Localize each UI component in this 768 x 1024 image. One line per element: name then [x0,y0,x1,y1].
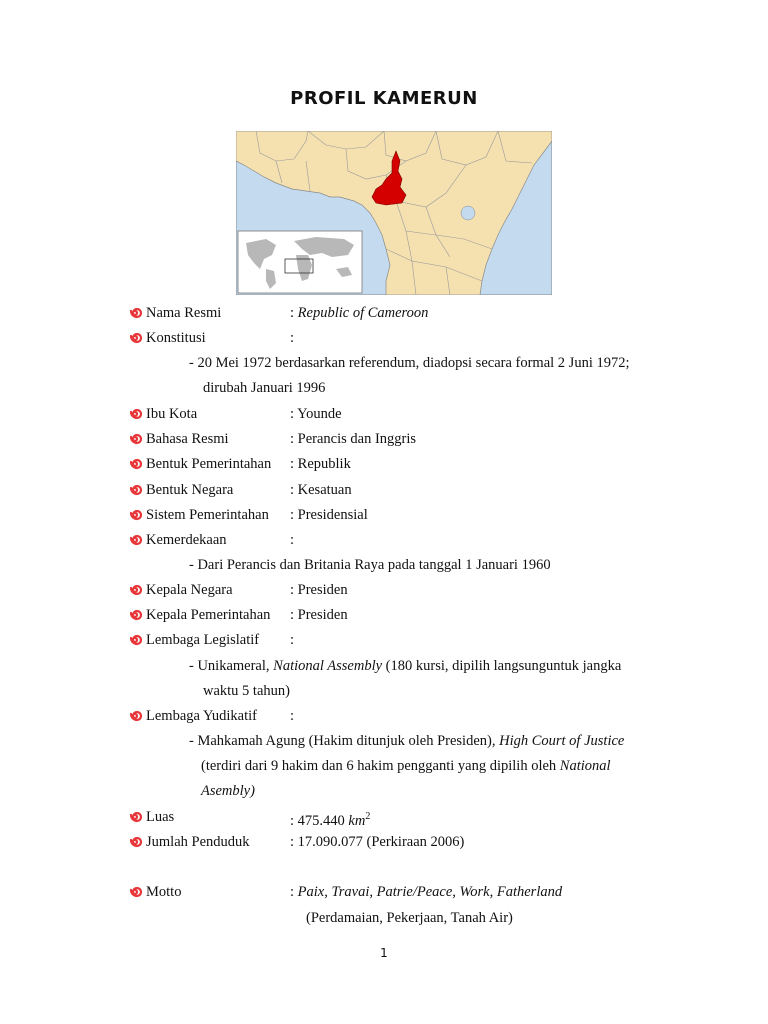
field-label: Nama Resmi [146,305,222,321]
spiral-bullet-icon [128,407,142,421]
detail-yudikatif-line3: Asembly) [201,783,255,799]
detail-kemerdekaan-line1: - Dari Perancis dan Britania Raya pada tanggal 1 Januari 1960 [189,557,551,573]
spiral-bullet-icon [128,508,142,522]
spiral-bullet-icon [128,709,142,723]
field-value: : [290,330,295,346]
field-value: : [290,632,295,648]
field-label: Kepala Negara [146,582,233,598]
spiral-bullet-icon [128,810,142,824]
field-label: Bentuk Negara [146,482,234,498]
spiral-bullet-icon [128,533,142,547]
field-value: : 17.090.077 (Perkiraan 2006) [290,834,465,850]
detail-yudikatif-line2: (terdiri dari 9 hakim dan 6 hakim pengganti yang dipilih oleh National [201,758,611,774]
field-label: Sistem Pemerintahan [146,507,269,523]
field-label: Bahasa Resmi [146,431,229,447]
spiral-bullet-icon [128,457,142,471]
spiral-bullet-icon [128,835,142,849]
field-value: : Paix, Travai, Patrie/Peace, Work, Fatherland [290,884,563,900]
field-label: Luas [146,809,175,825]
detail-konstitusi-line2: dirubah Januari 1996 [203,380,326,396]
field-value: : Presiden [290,607,348,623]
field-label: Lembaga Yudikatif [146,708,257,724]
field-label: Konstitusi [146,330,206,346]
cameroon-location-map [236,131,552,295]
spiral-bullet-icon [128,583,142,597]
field-label: Kepala Pemerintahan [146,607,271,623]
field-value: : Presidensial [290,507,368,523]
field-value: : [290,708,295,724]
spiral-bullet-icon [128,432,142,446]
spiral-bullet-icon [128,331,142,345]
detail-legislatif-line2: waktu 5 tahun) [203,683,290,699]
field-value: : Republic of Cameroon [290,305,429,321]
spiral-bullet-icon [128,608,142,622]
map-lake [461,206,475,220]
page-number: 1 [380,946,388,960]
detail-konstitusi-line1: - 20 Mei 1972 berdasarkan referendum, diadopsi secara formal 2 Juni 1972; [189,355,630,371]
field-label: Bentuk Pemerintahan [146,456,272,472]
field-value: : Republik [290,456,351,472]
field-label: Motto [146,884,182,900]
page-title: PROFIL KAMERUN [290,88,478,109]
detail-yudikatif-line1: - Mahkamah Agung (Hakim ditunjuk oleh Presiden), High Court of Justice [189,733,625,749]
detail-legislatif-line1: - Unikameral, National Assembly (180 kursi, dipilih langsunguntuk jangka [189,658,622,674]
field-value: : [290,532,295,548]
field-label: Jumlah Penduduk [146,834,250,850]
field-label: Ibu Kota [146,406,198,422]
field-label: Kemerdekaan [146,532,227,548]
field-value: : Perancis dan Inggris [290,431,417,447]
field-value: : 475.440 $km^2$ [290,811,371,829]
field-value: : Presiden [290,582,348,598]
field-label: Lembaga Legislatif [146,632,260,648]
detail-motto-translation: (Perdamaian, Pekerjaan, Tanah Air) [306,910,513,926]
field-value: : Younde [290,406,342,422]
spiral-bullet-icon [128,483,142,497]
field-value: : Kesatuan [290,482,352,498]
spiral-bullet-icon [128,885,142,899]
spiral-bullet-icon [128,633,142,647]
spiral-bullet-icon [128,306,142,320]
